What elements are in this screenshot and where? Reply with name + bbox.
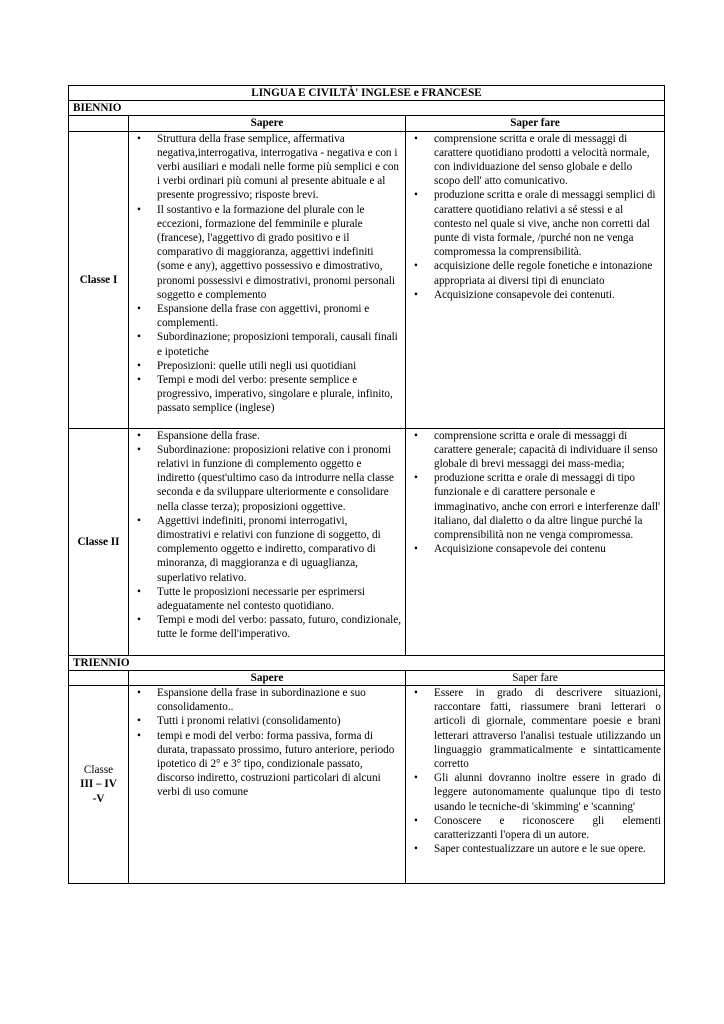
classe-2-sapere-list [129, 429, 405, 642]
triennio-sapere-list [129, 686, 405, 800]
list-item: • Conoscere e riconoscere gli elementi caratterizzanti l'opera di un autore. [406, 814, 664, 842]
row-label-classe-1: Classe I [69, 131, 129, 428]
list-item: • Struttura della frase semplice, affermativa negativa,interrogativa, interrogativa - negativa e con i verbi ausiliari e modali nelle forme più semplici e con i verbi ordinari più comuni al presente abituale e al presente progressivo; risposte brevi. [129, 132, 405, 203]
list-item: • Saper contestualizzare un autore e le sue opere. [406, 842, 664, 856]
classe-2-saper-fare-list [406, 429, 664, 557]
classe-1-sapere-list [129, 132, 405, 416]
list-item: • Espansione della frase in subordinazione e suo consolidamento.. [129, 686, 405, 714]
triennio-sapere-cell [129, 686, 406, 884]
list-item: • acquisizione delle regole fonetiche e intonazione appropriata ai diversi tipi di enunciato [406, 259, 664, 287]
section-biennio: BIENNIO [69, 101, 665, 116]
row-label-line-3: -V [92, 792, 105, 805]
list-item: • Subordinazione; proposizioni temporali, causali finali e ipotetiche [129, 330, 405, 358]
section-triennio: TRIENNIO [69, 655, 665, 670]
column-header-sapere: Sapere [129, 116, 406, 131]
list-item: • Il sostantivo e la formazione del plurale con le eccezioni, formazione del femminile e plurale (francese), l'aggettivo di grado positivo e il comparativo di maggioranza, aggettivi indefiniti (some e any), aggettivo possessivo e dimostrativo, pronomi possessivi e dimostrativi, pronomi personali soggetto e complemento [129, 203, 405, 302]
list-item: • Espansione della frase. [129, 429, 405, 443]
list-item: • tempi e modi del verbo: forma passiva, forma di durata, trapassato prossimo, futuro anteriore, periodo ipotetico di 2° e 3° tipo, condizionale passato, discorso indiretto, costruzioni particolari di alcuni verbi di uso comune [129, 729, 405, 800]
list-item: • comprensione scritta e orale di messaggi di carattere generale; capacità di individuare il senso globale di brevi messaggi dei mass-media; [406, 429, 664, 472]
triennio-saper-fare-cell [406, 686, 665, 884]
column-header-saper-fare: Saper fare [406, 670, 665, 685]
list-item: • Tempi e modi del verbo: passato, futuro, condizionale, tutte le forme dell'imperativo. [129, 613, 405, 641]
classe-1-saper-fare-cell [406, 131, 665, 428]
list-item: • Acquisizione consapevole dei contenu [406, 542, 664, 556]
empty-header-cell [69, 670, 129, 685]
row-label-line-2: III – IV [80, 778, 117, 791]
list-item: • Subordinazione: proposizioni relative con i pronomi relativi in funzione di complemento oggetto e indiretto (quest'ultimo caso da introdurre nella classe seconda e da sviluppare ulteriormente e consolidare nella classe terza); proposizioni oggettive. [129, 443, 405, 514]
list-item: • Essere in grado di descrivere situazioni, raccontare fatti, riassumere brani letterari o articoli di giornale, commentare poesie e brani letterari attraverso l'analisi testuale utilizzando un linguaggio grammaticalmente e sintatticamente corretto [406, 686, 664, 771]
list-item: • Tempi e modi del verbo: presente semplice e progressivo, imperativo, singolare e plurale, infinito, passato semplice (inglese) [129, 373, 405, 416]
column-header-sapere: Sapere [129, 670, 406, 685]
curriculum-table [68, 85, 665, 884]
column-header-saper-fare: Saper fare [406, 116, 665, 131]
triennio-saper-fare-list [406, 686, 664, 856]
list-item: • produzione scritta e orale di messaggi di tipo funzionale e di carattere personale e immaginativo, anche con errori e interferenze dall' italiano, dal dialetto o da altre lingue purché la comprensibilità non ne venga compromessa. [406, 471, 664, 542]
list-item: • Tutti i pronomi relativi (consolidamento) [129, 714, 405, 728]
classe-1-saper-fare-list [406, 132, 664, 302]
list-item: • Aggettivi indefiniti, pronomi interrogativi, dimostrativi e relativi con funzione di soggetto, di complemento oggetto e indiretto, comparativo di minoranza, di maggioranza e di uguaglianza, superlativo relativo. [129, 514, 405, 585]
list-item: • produzione scritta e orale di messaggi semplici di carattere quotidiano relativi a sé stessi e al contesto nel quale si vive, anche non corretti dal punte di vista formale, /purché non ne venga compromessa la comprensibilità. [406, 188, 664, 259]
list-item: • Acquisizione consapevole dei contenuti. [406, 288, 664, 302]
list-item: • Espansione della frase con aggettivi, pronomi e complementi. [129, 302, 405, 330]
empty-header-cell [69, 116, 129, 131]
list-item: • Gli alunni dovranno inoltre essere in grado di leggere autonomamente qualunque tipo di testo usando le tecniche-di 'skimming' e 'scanning' [406, 771, 664, 814]
row-label-line-1: Classe [83, 764, 114, 777]
list-item: • comprensione scritta e orale di messaggi di carattere quotidiano prodotti a velocità normale, con individuazione del senso globale e dello scopo dell' atto comunicativo. [406, 132, 664, 189]
list-item: • Preposizioni: quelle utili negli usi quotidiani [129, 359, 405, 373]
row-label-classe-2: Classe II [69, 428, 129, 655]
classe-1-sapere-cell [129, 131, 406, 428]
row-label-classe-triennio [69, 686, 129, 884]
classe-2-saper-fare-cell [406, 428, 665, 655]
classe-2-sapere-cell [129, 428, 406, 655]
table-title: LINGUA E CIVILTÀ' INGLESE e FRANCESE [69, 86, 665, 101]
list-item: • Tutte le proposizioni necessarie per esprimersi adeguatamente nel contesto quotidiano. [129, 585, 405, 613]
